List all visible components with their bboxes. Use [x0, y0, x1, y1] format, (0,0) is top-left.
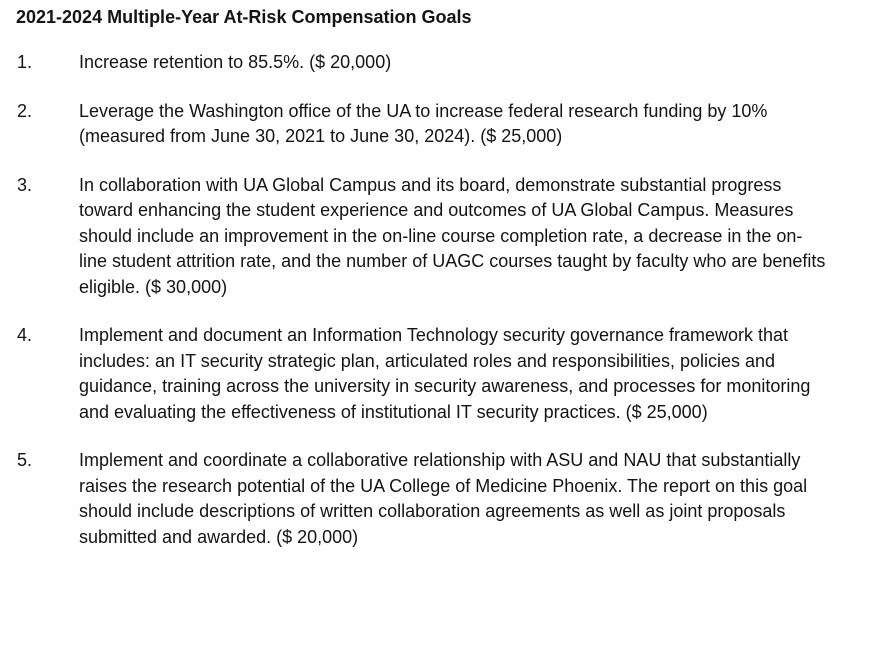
- goal-item: [0, 448, 872, 550]
- goal-item: [0, 323, 872, 425]
- goal-item: [0, 99, 872, 150]
- goal-number: 4.: [17, 325, 33, 345]
- goal-text: Implement and document an Information Technology security governance framework that includes: an IT security strategic plan, articulated roles and responsibilities, policies and guidance, training across the university in security awareness, and processes for monitoring and evaluating the effectiveness of institutional IT security practices. ($ 25,000): [79, 325, 811, 422]
- goal-text: Implement and coordinate a collaborative relationship with ASU and NAU that substantially raises the research potential of the UA College of Medicine Phoenix. The report on this goal should include descriptions of written collaboration agreements as well as joint proposals submitted and awarded. ($ 20,000): [79, 450, 808, 547]
- goal-number: 1.: [17, 52, 33, 72]
- goal-text: Increase retention to 85.5%. ($ 20,000): [79, 52, 392, 72]
- goal-number: 3.: [17, 174, 33, 195]
- goal-item: [0, 50, 872, 76]
- goal-item: [0, 173, 872, 301]
- goal-number: 5.: [17, 450, 33, 470]
- goal-text: In collaboration with UA Global Campus and its board, demonstrate substantial progress toward enhancing the student experience and outcomes of UA Global Campus. Measures should include an improvement in the on-line course completion rate, a decrease in the on-line student attrition rate, and the number of UAGC courses taught by faculty who are benefits eligible. ($ 30,000): [79, 174, 826, 297]
- document-title: 2021-2024 Multiple-Year At-Risk Compensation Goals: [16, 7, 472, 27]
- goal-number: 2.: [17, 100, 33, 121]
- goal-list: [0, 50, 872, 573]
- goal-text: Leverage the Washington office of the UA to increase federal research funding by 10% (measured from June 30, 2021 to June 30, 2024). ($ 25,000): [79, 100, 768, 146]
